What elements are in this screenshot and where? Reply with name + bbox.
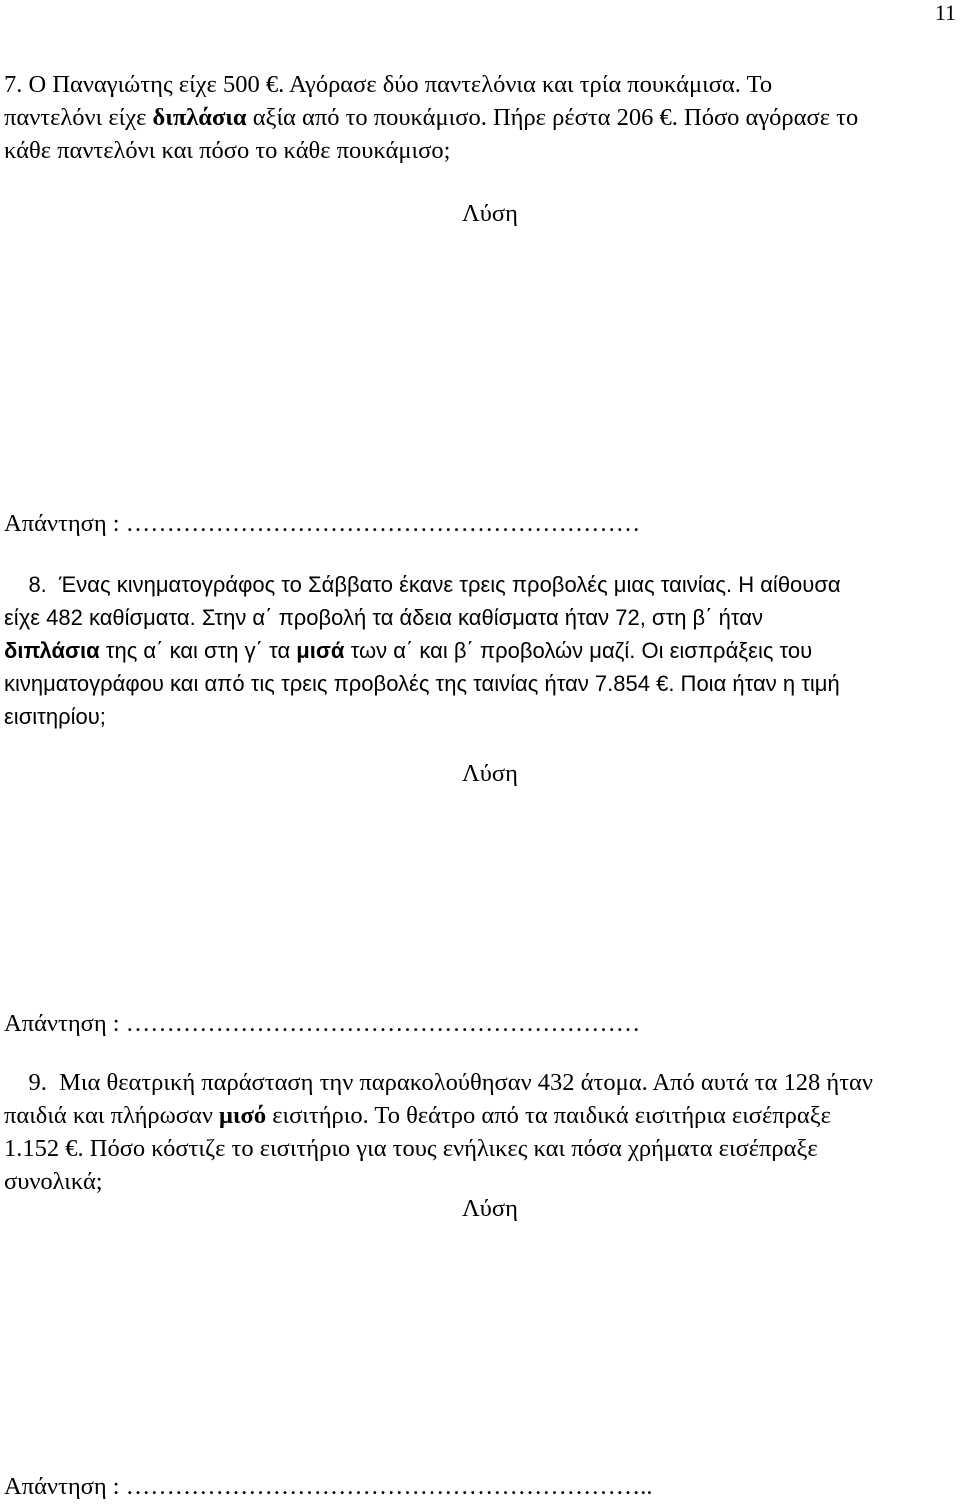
problem-8-answer-line: Απάντηση : ……………………………………………………… [4,1010,641,1037]
problem-8-line-3: διπλάσια της α΄ και στη γ΄ τα μισά των α΄ και β΄ προβολών μαζί. Οι εισπράξεις του [4,638,813,663]
emphasis-bold: μισά [296,638,345,663]
problem-7-line-1: 7. Ο Παναγιώτης είχε 500 €. Αγόρασε δύο παντελόνια και τρία πουκάμισα. Το [4,71,773,98]
problem-9-line-4: συνολικά; [4,1168,103,1195]
problem-9-text [4,1066,960,1198]
emphasis-bold: διπλάσια [4,638,100,663]
problem-7-line-3: κάθε παντελόνι και πόσο το κάθε πουκάμισο; [4,137,451,164]
problem-9-line-2: παιδιά και πλήρωσαν μισό εισιτήριο. Το θεάτρο από τα παιδικά εισιτήρια εισέπραξε [4,1102,831,1129]
problem-9-solution-heading: Λύση [462,1195,518,1222]
problem-7-answer-line: Απάντηση : ……………………………………………………… [4,510,641,537]
emphasis-bold: διπλάσια [152,104,247,131]
problem-9-line-1: 9. Μια θεατρική παράσταση την παρακολούθησαν 432 άτομα. Από αυτά τα 128 ήταν [4,1069,873,1096]
problem-8-text [4,568,960,733]
problem-9-answer-line: Απάντηση : ……………………………………………………….. [4,1473,653,1500]
problem-9-line-3: 1.152 €. Πόσο κόστιζε το εισιτήριο για τους ενήλικες και πόσα χρήματα εισέπραξε [4,1135,818,1162]
problem-8-line-4: κινηματογράφου και από τις τρεις προβολές της ταινίας ήταν 7.854 €. Ποια ήταν η τιμή [4,671,840,696]
problem-7-line-2: παντελόνι είχε διπλάσια αξία από το πουκάμισο. Πήρε ρέστα 206 €. Πόσο αγόρασε το [4,104,859,131]
problem-8-line-2: είχε 482 καθίσματα. Στην α΄ προβολή τα άδεια καθίσματα ήταν 72, στη β΄ ήταν [4,605,763,630]
problem-7-solution-heading: Λύση [462,200,518,227]
problem-8-solution-heading: Λύση [462,760,518,787]
page-number: 11 [934,0,956,25]
emphasis-bold: μισό [219,1102,267,1129]
problem-7-text [4,68,960,167]
problem-8-line-1: 8. Ένας κινηματογράφος το Σάββατο έκανε τρεις προβολές μιας ταινίας. Η αίθουσα [4,572,841,597]
problem-8-line-5: εισιτηρίου; [4,704,106,729]
